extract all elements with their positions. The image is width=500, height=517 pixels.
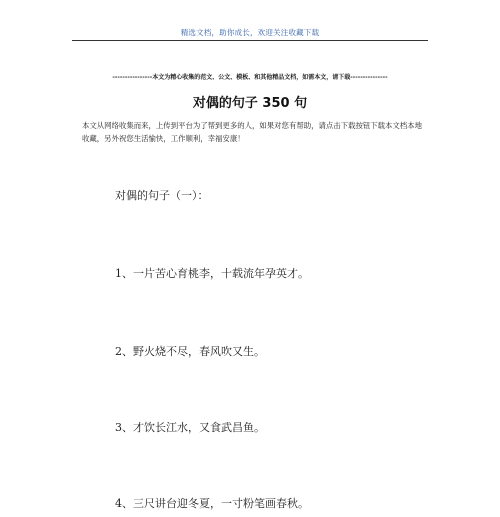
- list-item: 4、三尺讲台迎冬夏，一寸粉笔画春秋。: [115, 497, 309, 510]
- list-item: 3、才饮长江水，又食武昌鱼。: [115, 421, 265, 434]
- section-heading: 对偶的句子（一）：: [115, 189, 209, 202]
- list-item: 2、野火烧不尽，春风吹又生。: [115, 345, 265, 358]
- document-title: 对偶的句子 350 句: [192, 96, 308, 111]
- list-item: 1、一片苦心育桃李，十载流年孕英才。: [115, 267, 309, 280]
- page-header-text: 精选文档，助你成长，欢迎关注收藏下载: [180, 28, 320, 37]
- header-divider: [72, 40, 428, 41]
- download-notice: ----------------本文为精心收集的范文、公文、模板、和其他精品文档，如需本文，请下载---------------: [112, 74, 388, 81]
- intro-paragraph: 本文从网络收集而来，上传到平台为了帮到更多的人，如果对您有帮助，请点击下载按钮下载本文档本地收藏，另外祝您生活愉快，工作顺利，幸福安康！: [82, 121, 422, 143]
